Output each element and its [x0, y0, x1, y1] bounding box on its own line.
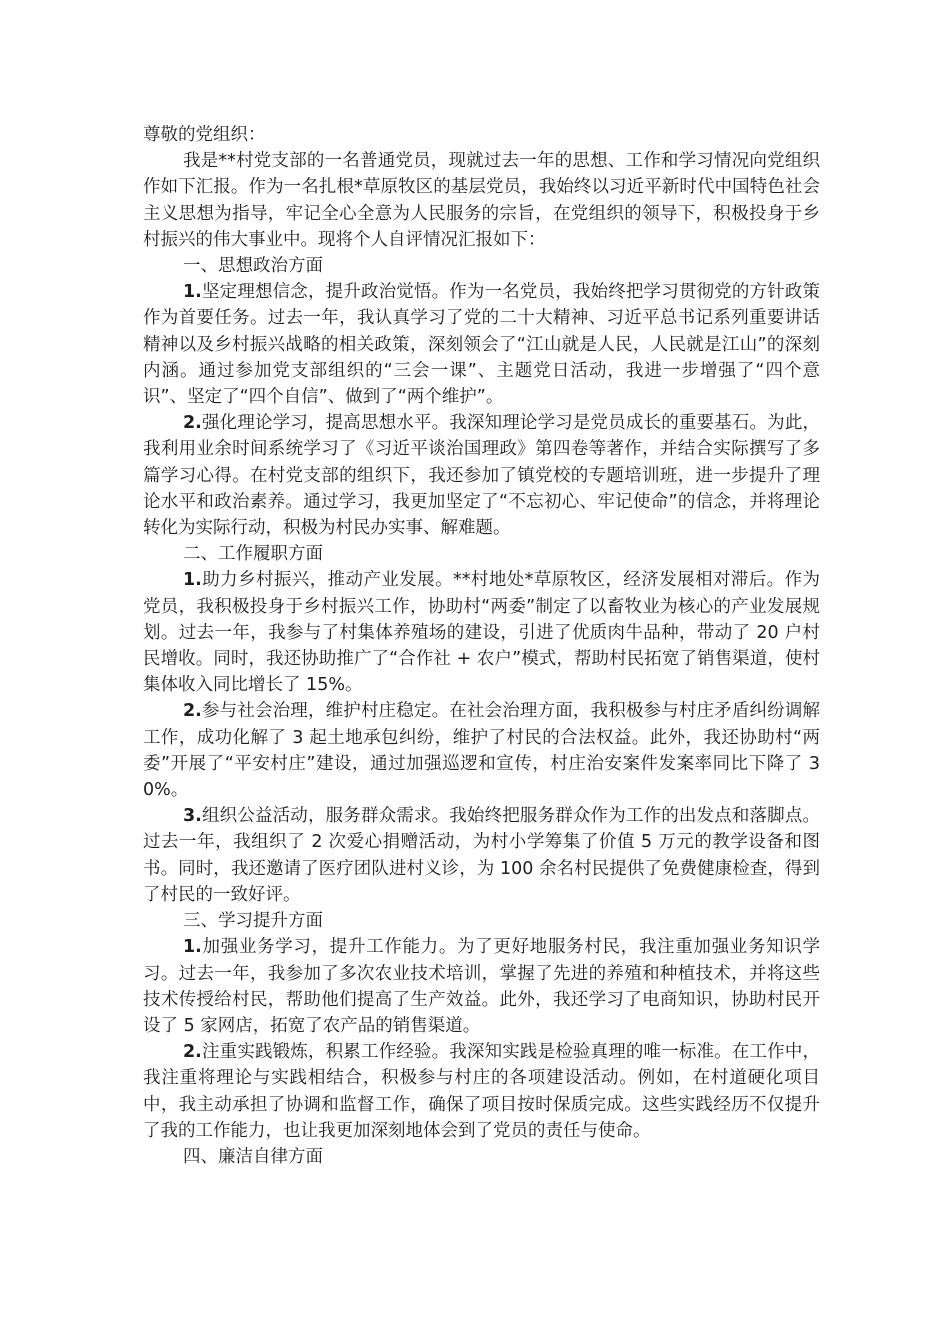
item-text: 参与社会治理，维护村庄稳定。在社会治理方面，我积极参与村庄矛盾纠纷调解工作，成功化解了 3 起土地承包纠纷，维护了村民的合法权益。此外，我还协助村“两委”开展了“平安村庄”建设，通过加强巡逻和宣传，村庄治安案件发案率同比下降了 30%。 — [143, 701, 820, 801]
section-heading-integrity: 四、廉洁自律方面 — [183, 1146, 323, 1167]
item-text: 注重实践锻炼，积累工作经验。我深知实践是检验真理的唯一标准。在工作中，我注重将理论与实践相结合，积极参与村庄的各项建设活动。例如，在村道硬化项目中，我主动承担了协调和监督工作，确保了项目按时保质完成。这些实践经历不仅提升了我的工作能力，也让我更加深刻地体会到了党员的责任与使命。 — [143, 1042, 820, 1141]
item-text: 组织公益活动，服务群众需求。我始终把服务群众作为工作的出发点和落脚点。过去一年，我组织了 2 次爱心捐赠活动，为村小学筹集了价值 5 万元的教学设备和图书。同时，我还邀请了医疗团队进村义诊，为 100 余名村民提供了免费健康检查，得到了村民的一致好评。 — [143, 806, 820, 905]
paragraph-ideology-2 — [143, 410, 820, 541]
item-number: 1. — [183, 937, 202, 958]
item-text: 强化理论学习，提高思想水平。我深知理论学习是党员成长的重要基石。为此，我利用业余时间系统学习了《习近平谈治国理政》第四卷等著作，并结合实际撰写了多篇学习心得。在村党支部的组织下，我还参加了镇党校的专题培训班，进一步提升了理论水平和政治素养。通过学习，我更加坚定了“不忘初心、牢记使命”的信念，并将理论转化为实际行动，积极为村民办实事、解难题。 — [143, 413, 820, 539]
item-number: 2. — [183, 413, 202, 434]
item-text: 加强业务学习，提升工作能力。为了更好地服务村民，我注重加强业务知识学习。过去一年，我参加了多次农业技术培训，掌握了先进的养殖和种植技术，并将这些技术传授给村民，帮助他们提高了生产效益。此外，我还学习了电商知识，协助村民开设了 5 家网店，拓宽了农产品的销售渠道。 — [143, 937, 820, 1036]
item-number: 2. — [183, 701, 202, 722]
item-text: 坚定理想信念，提升政治觉悟。作为一名党员，我始终把学习贯彻党的方针政策作为首要任务。过去一年，我认真学习了党的二十大精神、习近平总书记系列重要讲话精神以及乡村振兴战略的相关政策，深刻领会了“江山就是人民，人民就是江山”的深刻内涵。通过参加党支部组织的“三会一课”、主题党日活动，我进一步增强了“四个意识”、坚定了“四个自信”、做到了“两个维护”。 — [143, 282, 820, 408]
intro-paragraph: 我是**村党支部的一名普通党员，现就过去一年的思想、工作和学习情况向党组织作如下汇报。作为一名扎根*草原牧区的基层党员，我始终以习近平新时代中国特色社会主义思想为指导，牢记全心全意为人民服务的宗旨，在党组织的领导下，积极投身于乡村振兴的伟大事业中。现将个人自评情况汇报如下： — [143, 151, 820, 250]
paragraph-study-2 — [143, 1039, 820, 1144]
item-number: 1. — [183, 282, 202, 303]
paragraph-ideology-1 — [143, 279, 820, 410]
item-number: 2. — [183, 1042, 202, 1063]
section-heading-ideology: 一、思想政治方面 — [183, 256, 323, 277]
paragraph-study-1 — [143, 934, 820, 1039]
section-heading-study: 三、学习提升方面 — [183, 911, 323, 932]
item-text: 助力乡村振兴，推动产业发展。**村地处*草原牧区，经济发展相对滞后。作为党员，我积极投身于乡村振兴工作，协助村“两委”制定了以畜牧业为核心的产业发展规划。过去一年，我参与了村集体养殖场的建设，引进了优质肉牛品种，带动了 20 户村民增收。同时，我还协助推广了“合作社 + 农户”模式，帮助村民拓宽了销售渠道，使村集体收入同比增长了 15%。 — [143, 570, 820, 696]
section-heading-work: 二、工作履职方面 — [183, 544, 323, 565]
salutation: 尊敬的党组织： — [143, 125, 266, 145]
item-number: 3. — [183, 806, 202, 827]
document-body — [143, 122, 820, 1170]
paragraph-work-2 — [143, 698, 820, 803]
item-number: 1. — [183, 570, 202, 591]
paragraph-work-1 — [143, 567, 820, 698]
paragraph-work-3 — [143, 803, 820, 908]
